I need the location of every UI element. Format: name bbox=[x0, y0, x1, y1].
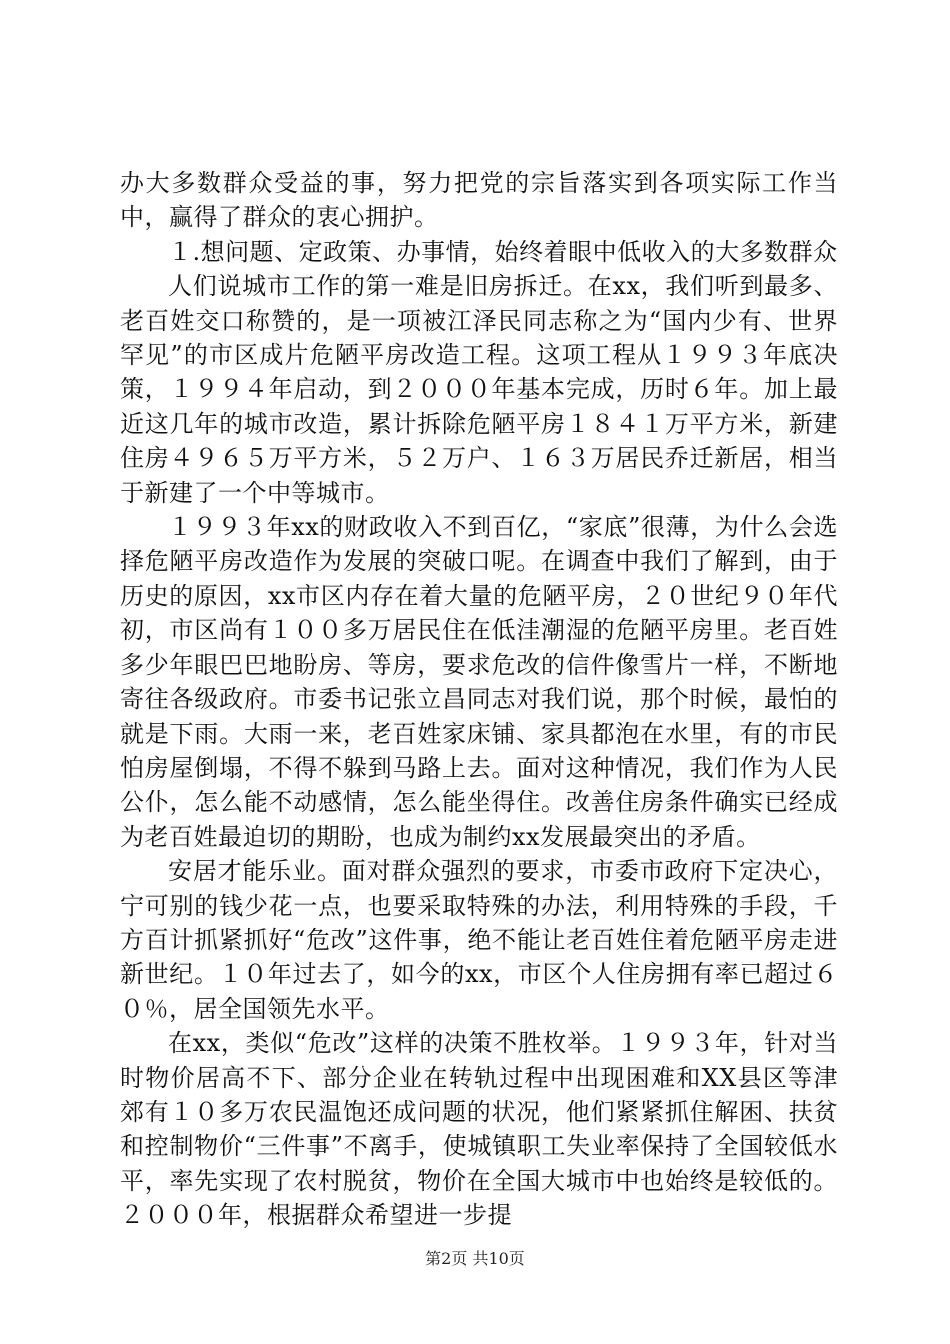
page-footer: 第2页 共10页 bbox=[425, 1249, 525, 1268]
paragraph: １９９３年xx的财政收入不到百亿，“家底”很薄，为什么会选择危陋平房改造作为发展的突破口呢。在调查中我们了解到，由于历史的原因，xx市区内存在着大量的危陋平房，２０世纪９０年代初，市区尚有１００多万居民住在低洼潮湿的危陋平房里。老百姓多少年眼巴巴地盼房、等房，要求危改的信件像雪片一样，不断地寄往各级政府。市委书记张立昌同志对我们说，那个时候，最怕的就是下雨。大雨一来，老百姓家床铺、家具都泡在水里，有的市民怕房屋倒塌，不得不躲到马路上去。面对这种情况，我们作为人民公仆，怎么能不动感情，怎么能坐得住。改善住房条件确实已经成为老百姓最迫切的期盼，也成为制约xx发展最突出的矛盾。 bbox=[120, 513, 838, 851]
paragraph: 安居才能乐业。面对群众强烈的要求，市委市政府下定决心，宁可别的钱少花一点，也要采取特殊的办法，利用特殊的手段，千方百计抓紧抓好“危改”这件事，绝不能让老百姓住着危陋平房走进新世纪。１０年过去了，如今的xx，市区个人住房拥有率已超过６０％，居全国领先水平。 bbox=[120, 857, 838, 1023]
paragraph-continuation: 办大多数群众受益的事，努力把党的宗旨落实到各项实际工作当中，赢得了群众的衷心拥护。 bbox=[120, 169, 838, 232]
paragraph: 人们说城市工作的第一难是旧房拆迁。在xx，我们听到最多、老百姓交口称赞的，是一项被江泽民同志称之为“国内少有、世界罕见”的市区成片危陋平房改造工程。这项工程从１９９３年底决策，１９９４年启动，到２０００年基本完成，历时６年。加上最近这几年的城市改造，累计拆除危陋平房１８４１万平方米，新建住房４９６５万平方米，５２万户、１６３万居民乔迁新居，相当于新建了一个中等城市。 bbox=[120, 272, 838, 507]
document-body bbox=[120, 166, 838, 1233]
paragraph: 在xx，类似“危改”这样的决策不胜枚举。１９９３年，针对当时物价居高不下、部分企业在转轨过程中出现困难和XX县区等津郊有１０多万农民温饱还成问题的状况，他们紧紧抓住解困、扶贫和控制物价“三件事”不离手，使城镇职工失业率保持了全国较低水平，率先实现了农村脱贫，物价在全国大城市中也始终是较低的。２０００年，根据群众希望进一步提 bbox=[120, 1029, 838, 1230]
section-heading: １.想问题、定政策、办事情，始终着眼中低收入的大多数群众 bbox=[168, 237, 838, 266]
